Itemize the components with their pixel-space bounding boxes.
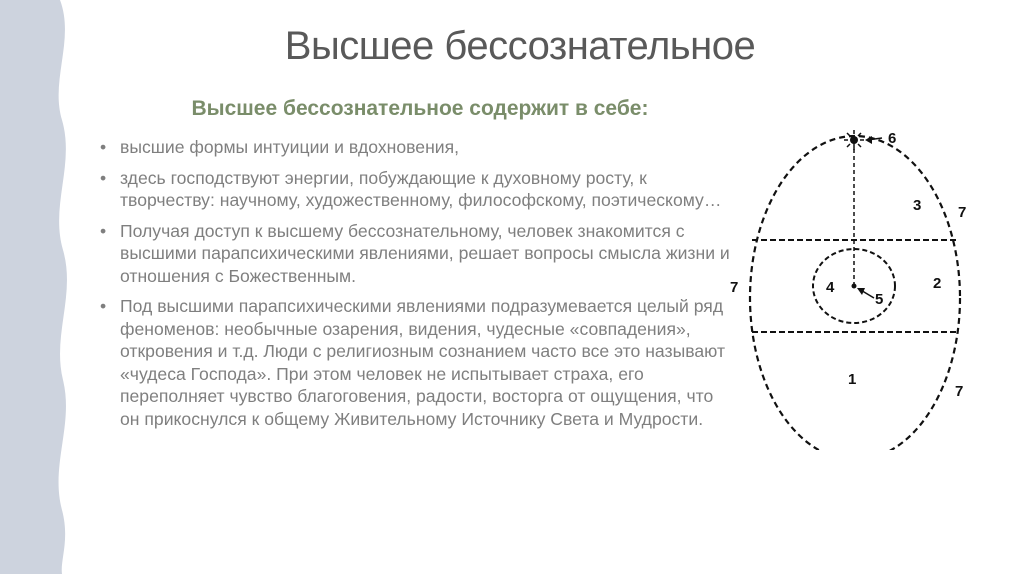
label-7-left: 7 <box>730 279 739 296</box>
egg-outline <box>750 136 960 450</box>
label-2: 2 <box>933 275 942 292</box>
label-7-lower-right: 7 <box>955 383 964 400</box>
bullet-text: Получая доступ к высшему бессознательному, человек знакомится с высшими парапсихическими явлениями, решает вопросы смысла жизни и отношения с Божественным. <box>120 220 730 286</box>
bullet-item <box>98 136 730 159</box>
bullet-marker: • <box>100 220 107 241</box>
bullet-item <box>98 220 730 288</box>
label-1: 1 <box>848 371 857 388</box>
bullet-text: высшие формы интуиции и вдохновения, <box>120 137 460 157</box>
label-6: 6 <box>888 130 897 147</box>
label-7-upper-right: 7 <box>958 204 967 221</box>
bullet-marker: • <box>100 167 107 188</box>
label-4: 4 <box>826 279 835 296</box>
bullet-text: Под высшими парапсихическими явлениями подразумевается целый ряд феноменов: необычные озарения, видения, чудесные «совпадения», откровения и т.д. Люди с религиозным сознанием часто все это называют «чудеса Господа». При этом человек не испытывает страха, его переполняет чувство благоговения, радости, восторга от ощущения, что он прикоснулся к общему Живительному Источнику Света и Мудрости. <box>120 296 726 429</box>
bullet-marker: • <box>100 137 107 157</box>
slide-title: Высшее бессознательное <box>284 24 756 68</box>
bullet-marker: • <box>100 296 107 316</box>
bullet-item <box>98 295 730 430</box>
slide-subtitle: Высшее бессознательное содержит в себе: <box>191 97 649 120</box>
star-icon <box>844 130 864 150</box>
bullet-item <box>98 167 730 212</box>
label-3: 3 <box>913 197 922 214</box>
label-5: 5 <box>875 291 884 308</box>
decorative-wave-band <box>0 0 80 574</box>
egg-diagram <box>720 120 1010 450</box>
center-point <box>852 284 857 289</box>
bullet-list <box>98 136 730 438</box>
bullet-text: здесь господствуют энергии, побуждающие к духовному росту, к творчеству: научному, художественному, философскому, поэтическому… <box>120 167 722 210</box>
